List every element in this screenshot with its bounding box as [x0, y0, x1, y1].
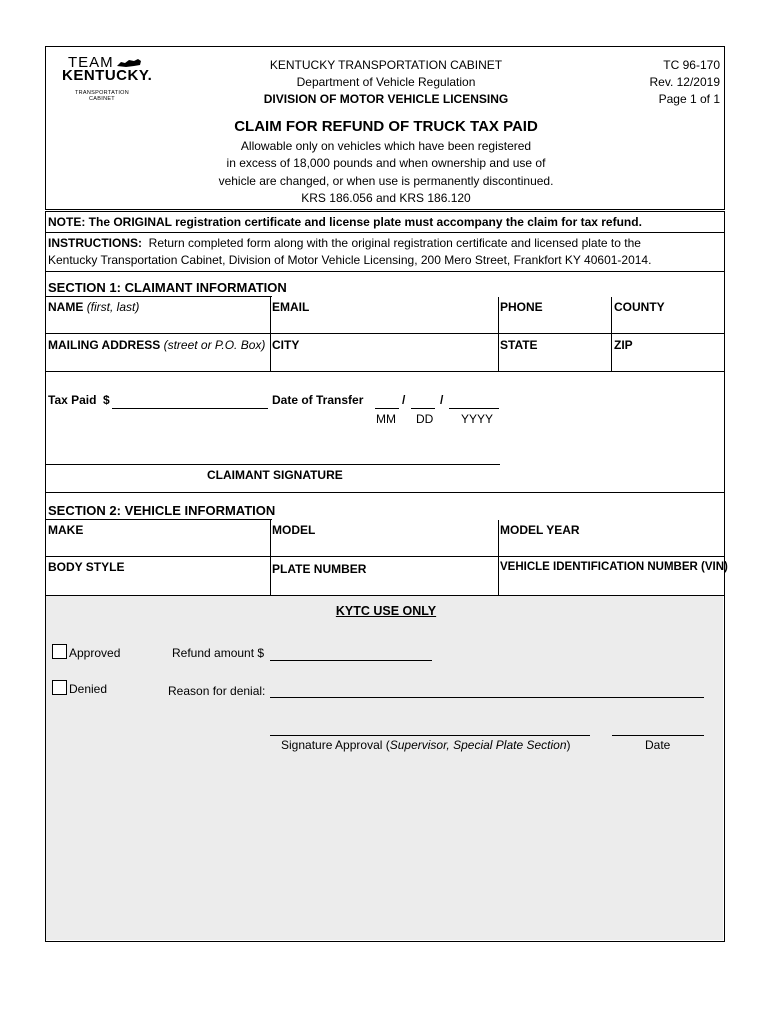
zip-field[interactable]: [612, 334, 722, 370]
refund-amount-label: Refund amount $: [172, 646, 265, 660]
agency-name: KENTUCKY TRANSPORTATION CABINET: [269, 58, 503, 72]
name-label: [48, 300, 139, 314]
denied-checkbox[interactable]: [52, 680, 67, 695]
state-label: STATE: [500, 338, 538, 352]
date-slash-2: /: [440, 393, 444, 407]
reason-for-denial-label: Reason for denial:: [168, 684, 266, 698]
kytc-use-only-title: KYTC USE ONLY: [335, 604, 437, 618]
model-label: MODEL: [272, 523, 316, 537]
page-number: Page 1 of 1: [658, 92, 720, 106]
logo-subtext-2: CABINET: [89, 96, 115, 102]
supervisor-signature-label: [281, 738, 571, 752]
denied-label: Denied: [69, 682, 108, 696]
section1-title: SECTION 1: CLAIMANT INFORMATION: [48, 280, 287, 295]
form-title: CLAIM FOR REFUND OF TRUCK TAX PAID: [234, 118, 538, 135]
mailing-hint-text: (street or P.O. Box): [163, 338, 266, 352]
sig-italic: Supervisor, Special Plate Section: [389, 738, 567, 752]
name-hint-text: (first, last): [86, 300, 140, 314]
form-number: TC 96-170: [663, 58, 720, 72]
date-slash-1: /: [402, 393, 406, 407]
vin-label: VEHICLE IDENTIFICATION NUMBER (VIN): [500, 561, 728, 573]
eligibility-line-1: Allowable only on vehicles which have been registered: [240, 139, 532, 153]
section1-bottom-divider: [46, 492, 724, 493]
approved-label: Approved: [69, 646, 121, 660]
mailing-label: [48, 338, 265, 352]
vin-field[interactable]: [499, 557, 728, 594]
county-field[interactable]: [612, 297, 722, 333]
tax-paid-input-line[interactable]: [112, 408, 268, 409]
row-divider: [46, 371, 724, 372]
instructions-divider: [46, 271, 724, 272]
plate-number-field[interactable]: [271, 557, 498, 594]
claimant-signature-line[interactable]: [46, 464, 500, 465]
kytc-use-only-panel: [46, 596, 723, 940]
body-style-field[interactable]: [46, 557, 270, 594]
supervisor-signature-line[interactable]: [270, 735, 590, 736]
city-label: CITY: [272, 338, 300, 352]
mailing-label-text: MAILING ADDRESS: [48, 338, 161, 352]
note-text: NOTE: The ORIGINAL registration certificate and license plate must accompany the claim for tax refund.: [48, 215, 642, 229]
month-hint: MM: [376, 412, 396, 426]
year-hint: YYYY: [461, 412, 494, 426]
model-year-label: MODEL YEAR: [500, 523, 580, 537]
county-label: COUNTY: [614, 300, 665, 314]
make-field[interactable]: [46, 520, 270, 556]
department-name: Department of Vehicle Regulation: [296, 75, 476, 89]
name-field[interactable]: [46, 297, 270, 333]
approval-date-line[interactable]: [612, 735, 704, 736]
state-field[interactable]: [499, 334, 611, 370]
phone-label: PHONE: [500, 300, 543, 314]
name-label-text: NAME: [48, 300, 84, 314]
email-field[interactable]: [271, 297, 498, 333]
tax-paid-dollar-sign: $: [103, 393, 110, 407]
make-label: MAKE: [48, 523, 84, 537]
claimant-signature-label: CLAIMANT SIGNATURE: [207, 468, 343, 482]
logo-team-text: TEAM: [68, 54, 114, 71]
approval-date-label: Date: [645, 738, 671, 752]
tax-paid-label: Tax Paid: [48, 393, 97, 407]
transfer-year-input-line[interactable]: [449, 408, 499, 409]
sig-suffix: ): [566, 738, 571, 752]
transfer-day-input-line[interactable]: [411, 408, 435, 409]
team-kentucky-logo: [58, 54, 153, 106]
zip-label: ZIP: [614, 338, 633, 352]
eligibility-line-3: vehicle are changed, or when use is permanently discontinued.: [218, 174, 554, 188]
instructions-label: INSTRUCTIONS:: [48, 236, 142, 250]
reason-for-denial-input-line[interactable]: [270, 697, 704, 698]
model-field[interactable]: [271, 520, 498, 556]
model-year-field[interactable]: [499, 520, 722, 556]
body-style-label: BODY STYLE: [48, 560, 125, 574]
form-revision: Rev. 12/2019: [649, 75, 720, 89]
city-field[interactable]: [271, 334, 498, 370]
day-hint: DD: [416, 412, 434, 426]
phone-field[interactable]: [499, 297, 611, 333]
note-divider: [46, 232, 724, 233]
statute-reference: KRS 186.056 and KRS 186.120: [301, 191, 471, 205]
section2-title: SECTION 2: VEHICLE INFORMATION: [48, 503, 276, 518]
logo-kentucky-text: KENTUCKY.: [62, 67, 153, 84]
date-of-transfer-label: Date of Transfer: [272, 393, 364, 407]
instructions-line-1: [48, 236, 641, 250]
division-name: DIVISION OF MOTOR VEHICLE LICENSING: [263, 92, 509, 106]
logo-subtext-1: TRANSPORTATION: [74, 90, 129, 96]
plate-number-label: PLATE NUMBER: [272, 562, 367, 576]
email-label: EMAIL: [272, 300, 310, 314]
sig-prefix: Signature Approval (: [281, 738, 390, 752]
approved-checkbox[interactable]: [52, 644, 67, 659]
transfer-month-input-line[interactable]: [375, 408, 399, 409]
instructions-text-1: Return completed form along with the original registration certificate and licensed plate to the: [148, 236, 641, 250]
instructions-line-2: Kentucky Transportation Cabinet, Division of Motor Vehicle Licensing, 200 Mero Street, Frankfort KY 40601-2014.: [48, 253, 652, 267]
refund-amount-input-line[interactable]: [270, 660, 432, 661]
eligibility-line-2: in excess of 18,000 pounds and when ownership and use of: [226, 156, 546, 170]
mailing-address-field[interactable]: [46, 334, 270, 370]
